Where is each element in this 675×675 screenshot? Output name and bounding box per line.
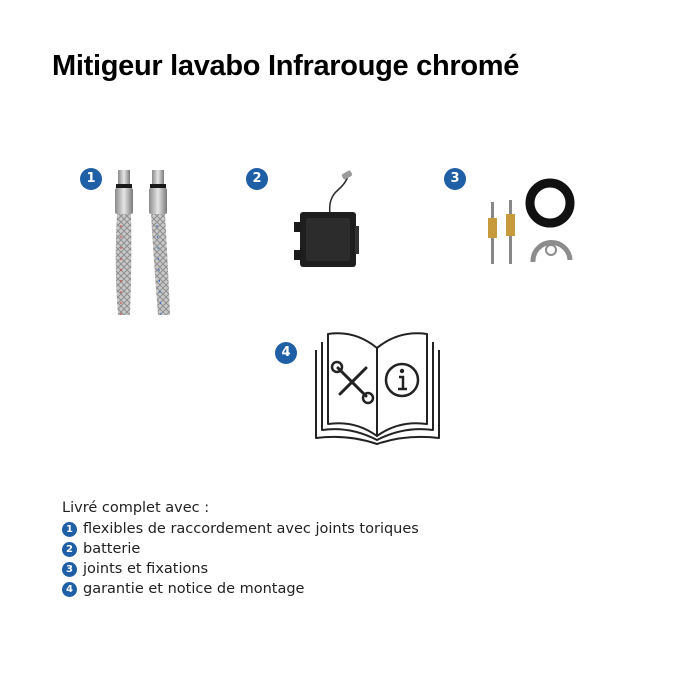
list-number-badge: 2 — [62, 542, 77, 557]
list-item-text: flexibles de raccordement avec joints toriques — [83, 521, 419, 537]
page-title: Mitigeur lavabo Infrarouge chromé — [52, 50, 520, 82]
contents-intro: Livré complet avec : — [62, 500, 210, 516]
list-item — [62, 579, 419, 599]
contents-list — [62, 498, 419, 599]
item-number-badge-3: 3 — [444, 168, 466, 190]
fixings-icon — [478, 170, 588, 280]
list-number-badge: 4 — [62, 582, 77, 597]
list-item-text: batterie — [83, 541, 141, 557]
list-item-text: garantie et notice de montage — [83, 581, 305, 597]
item-number-badge-1: 1 — [80, 168, 102, 190]
manual-book-icon — [310, 326, 445, 450]
list-number-badge: 1 — [62, 522, 77, 537]
list-item — [62, 519, 419, 539]
item-number-badge-2: 2 — [246, 168, 268, 190]
item-number-badge-4: 4 — [275, 342, 297, 364]
battery-box-icon — [280, 168, 375, 278]
list-number-badge: 3 — [62, 562, 77, 577]
list-item — [62, 539, 419, 559]
list-item-text: joints et fixations — [83, 561, 209, 577]
list-item — [62, 559, 419, 579]
flexible-hoses-icon — [100, 165, 185, 320]
